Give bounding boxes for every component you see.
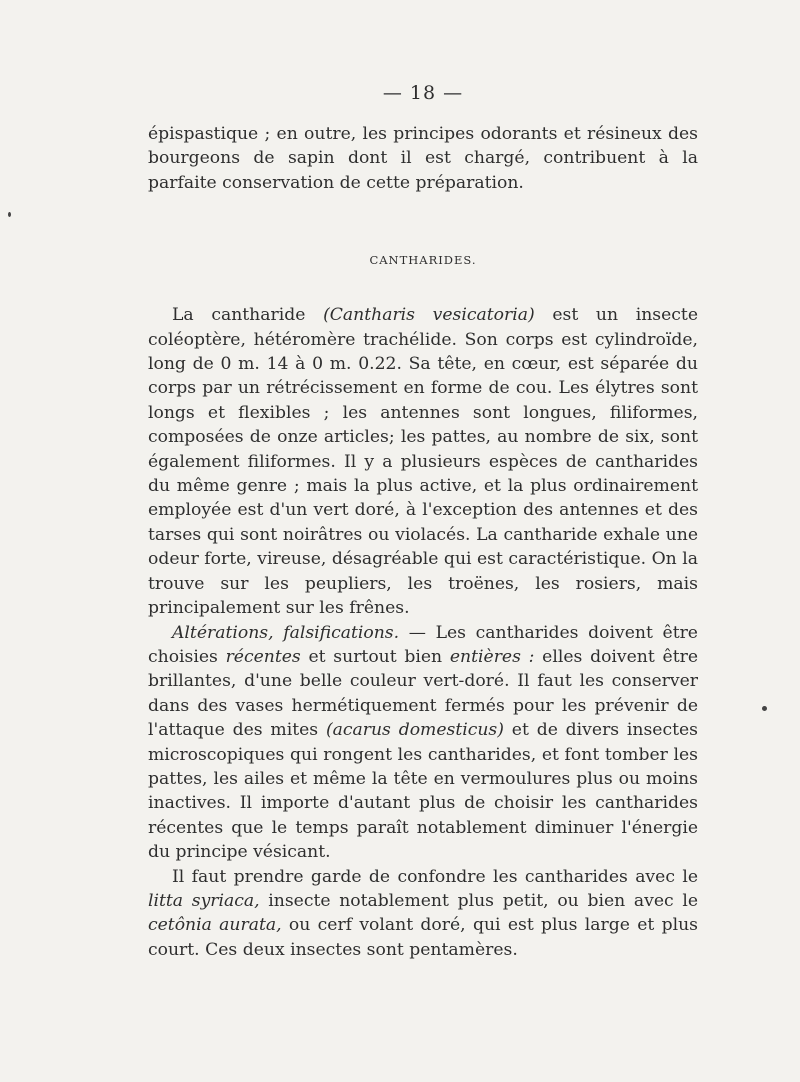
- page-number: — 18 —: [382, 82, 464, 104]
- intro-paragraph: épispastique ; en outre, les principes odorants et résineux des bourgeons de sapin dont il est chargé, contribuent à la parfaite conservation de cette préparation.: [148, 124, 698, 193]
- text-run: et de divers insectes microscopiques qui rongent les cantharides, et font tomber les pattes, les ailes et même la tête en vermoulures plus ou moins inactives. Il importe d'autant plus de choisir les cantharides récentes que le temps paraît notablement diminuer l'énergie du principe vésicant.: [148, 720, 699, 863]
- text-run: elles doivent être brillantes, d'une belle couleur vert-doré. Il faut les conserver dans des vases hermétiquement fermés pour les prévenir de l'attaque des mites: [148, 646, 698, 741]
- species-name: (acarus domesticus): [325, 720, 504, 741]
- ink-speck: [762, 706, 767, 711]
- species-name: litta syriaca,: [148, 890, 260, 911]
- description-paragraph: [148, 303, 698, 620]
- emphasis: entières :: [449, 646, 535, 667]
- emphasis: récentes: [225, 646, 301, 667]
- species-name: (Cantharis vesicatoria): [323, 305, 535, 326]
- subsection-title: Altérations, falsifications.: [172, 622, 400, 643]
- confusion-paragraph: [148, 865, 698, 963]
- text-run: Il faut prendre garde de confondre les cantharides avec le: [172, 866, 698, 887]
- species-name: cetônia aurata,: [148, 915, 282, 936]
- section-heading: CANTHARIDES.: [369, 253, 477, 268]
- text-run: insecte notablement plus petit, ou bien avec le: [259, 890, 698, 911]
- alterations-paragraph: [148, 621, 698, 865]
- ink-speck: [8, 212, 11, 217]
- text-run: ou cerf volant doré, qui est plus large et plus court. Ces deux insectes sont pentamères.: [148, 915, 698, 960]
- page-content: [148, 82, 698, 962]
- text-run: est un insecte coléoptère, hétéromère trachélide. Son corps est cylindroïde, long de 0 m. 14 à 0 m. 0.22. Sa tête, en cœur, est séparée du corps par un rétrécissement en forme de cou. Les élytres sont longs et flexibles ; les antennes sont longues, filiformes, composées de onze articles; les pattes, au nombre de six, sont également filiformes. Il y a plusieurs espèces de cantharides du même genre ; mais la plus active, et la plus ordinairement employée est d'un vert doré, à l'exception des antennes et des tarses qui sont noirâtres ou violacés. La cantharide exhale une odeur forte, vireuse, désagréable qui est caractéristique. On la trouve sur les peupliers, les troënes, les rosiers, mais principalement sur les frênes.: [148, 305, 698, 619]
- text-run: La cantharide: [172, 305, 324, 326]
- text-run: et surtout bien: [300, 646, 450, 667]
- text-run: — Les cantharides doivent être choisies: [148, 622, 698, 667]
